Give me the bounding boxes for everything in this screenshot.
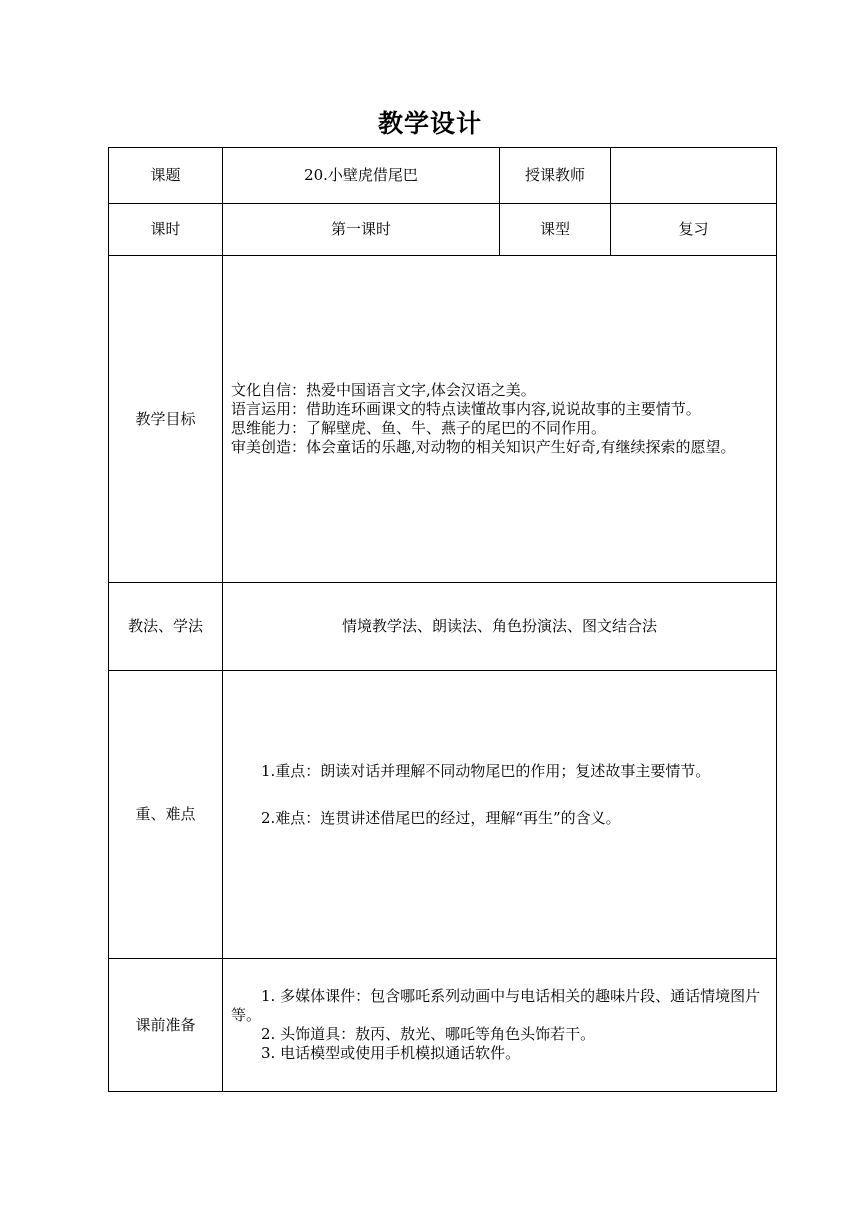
table-row xyxy=(109,256,777,583)
lesson-plan-table xyxy=(108,147,777,1092)
preparation-item: 1. 多媒体课件：包含哪吒系列动画中与电话相关的趣味片段、通话情境图片等。 xyxy=(231,987,761,1024)
preparation-content xyxy=(223,959,777,1092)
key-points-content xyxy=(223,671,777,959)
table-row xyxy=(109,204,777,256)
methods-label: 教法、学法 xyxy=(109,583,223,671)
period-label: 课时 xyxy=(109,204,223,256)
preparation-item: 3. 电话模型或使用手机模拟通话软件。 xyxy=(261,1044,521,1062)
goal-thinking: 思维能力：了解壁虎、鱼、牛、燕子的尾巴的不同作用。 xyxy=(231,419,607,437)
lesson-type-value: 复习 xyxy=(611,204,777,256)
page-title: 教学设计 xyxy=(377,109,482,138)
table-row xyxy=(109,959,777,1092)
period-value: 第一课时 xyxy=(223,204,500,256)
teacher-value xyxy=(611,148,777,204)
methods-value: 情境教学法、朗读法、角色扮演法、图文结合法 xyxy=(223,583,777,671)
teacher-label: 授课教师 xyxy=(500,148,611,204)
table-row xyxy=(109,583,777,671)
goals-content xyxy=(223,256,777,583)
goal-aesthetics: 审美创造：体会童话的乐趣,对动物的相关知识产生好奇,有继续探索的愿望。 xyxy=(231,438,736,456)
key-points-label: 重、难点 xyxy=(109,671,223,959)
key-point: 1.重点：朗读对话并理解不同动物尾巴的作用；复述故事主要情节。 xyxy=(261,761,711,780)
preparation-label: 课前准备 xyxy=(109,959,223,1092)
goal-culture: 文化自信：热爱中国语言文字,体会汉语之美。 xyxy=(231,381,536,399)
preparation-item: 2. 头饰道具：敖丙、敖光、哪吒等角色头饰若干。 xyxy=(261,1025,596,1043)
topic-label: 课题 xyxy=(109,148,223,204)
difficult-point: 2.难点：连贯讲述借尾巴的经过，理解“再生”的含义。 xyxy=(261,808,621,827)
table-row xyxy=(109,671,777,959)
lesson-type-label: 课型 xyxy=(500,204,611,256)
topic-value: 20.小壁虎借尾巴 xyxy=(223,148,500,204)
goal-language: 语言运用：借助连环画课文的特点读懂故事内容,说说故事的主要情节。 xyxy=(231,400,701,418)
goals-label: 教学目标 xyxy=(109,256,223,583)
table-row xyxy=(109,148,777,204)
